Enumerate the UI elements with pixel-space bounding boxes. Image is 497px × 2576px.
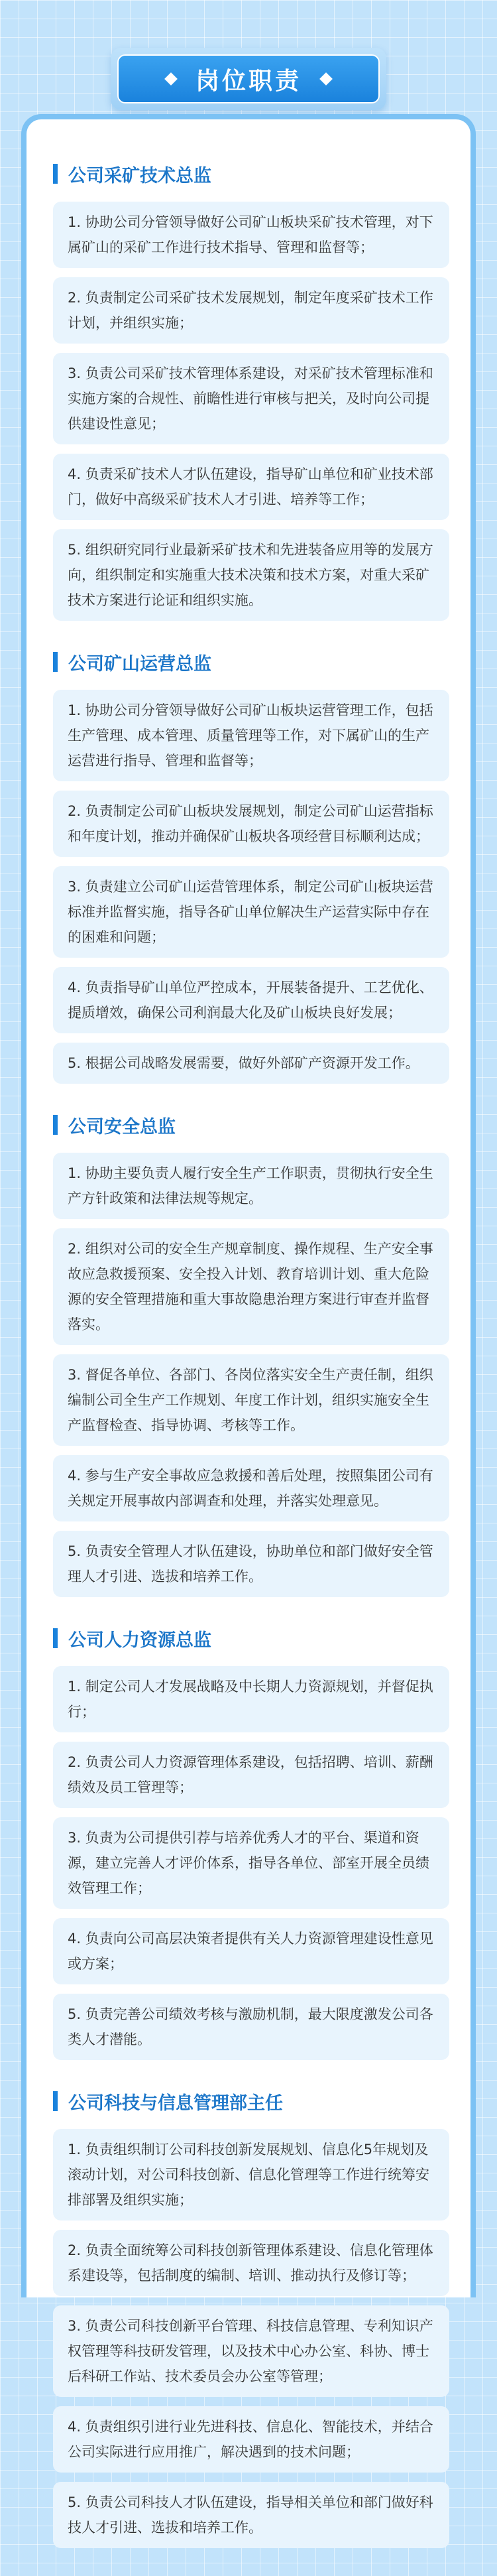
duty-item: 5. 根据公司战略发展需要，做好外部矿产资源开发工作。: [53, 1043, 449, 1084]
job-section: [53, 161, 449, 621]
duty-item: 5. 负责公司科技人才队伍建设，指导相关单位和部门做好科技人才引进、选拔和培养工作。: [53, 2482, 449, 2548]
duty-item: 3. 负责建立公司矿山运营管理体系，制定公司矿山板块运营标准并监督实施，指导各矿山单位解决生产运营实际中存在的困难和问题；: [53, 866, 449, 958]
duty-item: 5. 负责安全管理人才队伍建设，协助单位和部门做好安全管理人才引进、选拔和培养工作。: [53, 1531, 449, 1597]
section-bar-icon: [53, 652, 58, 672]
duty-item: 3. 负责公司采矿技术管理体系建设，对采矿技术管理标准和实施方案的合规性、前瞻性进行审核与把关，及时向公司提供建设性意见；: [53, 353, 449, 444]
duty-item: 4. 负责指导矿山单位严控成本，开展装备提升、工艺优化、提质增效，确保公司利润最大化及矿山板块良好发展；: [53, 967, 449, 1033]
section-header: [53, 2088, 449, 2114]
duty-item: 3. 负责为公司提供引荐与培养优秀人才的平台、渠道和资源，建立完善人才评价体系，指导各单位、部室开展全员绩效管理工作；: [53, 1817, 449, 1909]
duty-item: 4. 负责采矿技术人才队伍建设，指导矿山单位和矿业技术部门，做好中高级采矿技术人才引进、培养等工作；: [53, 454, 449, 520]
duty-item: 3. 负责公司科技创新平台管理、科技信息管理、专利知识产权管理等科技研发管理，以及技术中心办公室、科协、博士后科研工作站、技术委员会办公室等管理；: [53, 2305, 449, 2397]
duty-item: 1. 制定公司人才发展战略及中长期人力资源规划，并督促执行；: [53, 1666, 449, 1732]
job-section: [53, 2088, 449, 2548]
duty-item: 2. 负责公司人力资源管理体系建设，包括招聘、培训、薪酬绩效及员工管理等；: [53, 1742, 449, 1808]
section-header: [53, 1112, 449, 1138]
duty-item: 1. 负责组织制订公司科技创新发展规划、信息化5年规划及滚动计划，对公司科技创新、信息化管理等工作进行统筹安排部署及组织实施；: [53, 2129, 449, 2221]
section-bar-icon: [53, 164, 58, 184]
section-title: 公司安全总监: [68, 1116, 176, 1137]
duty-item: 2. 负责制定公司采矿技术发展规划，制定年度采矿技术工作计划，并组织实施；: [53, 277, 449, 344]
job-section: [53, 649, 449, 1084]
duty-item: 5. 组织研究同行业最新采矿技术和先进装备应用等的发展方向，组织制定和实施重大技术决策和技术方案，对重大采矿技术方案进行论证和组织实施。: [53, 529, 449, 621]
duty-item: 2. 负责全面统筹公司科技创新管理体系建设、信息化管理体系建设等，包括制度的编制、培训、推动执行及修订等；: [53, 2230, 449, 2296]
section-header: [53, 1625, 449, 1651]
section-title: 公司人力资源总监: [68, 1630, 211, 1651]
duty-item: 5. 负责完善公司绩效考核与激励机制，最大限度激发公司各类人才潜能。: [53, 1994, 449, 2060]
duty-item: 4. 负责组织引进行业先进科技、信息化、智能技术，并结合公司实际进行应用推广，解决遇到的技术问题；: [53, 2406, 449, 2473]
duty-item: 1. 协助公司分管领导做好公司矿山板块运营管理工作，包括生产管理、成本管理、质量管理等工作，对下属矿山的生产运营进行指导、管理和监督等；: [53, 690, 449, 781]
diamond-icon-right: [319, 72, 333, 86]
section-header: [53, 649, 449, 675]
job-section: [53, 1625, 449, 2060]
diamond-icon-left: [164, 72, 178, 86]
section-header: [53, 161, 449, 187]
section-bar-icon: [53, 1628, 58, 1648]
duty-item: 3. 督促各单位、各部门、各岗位落实安全生产责任制，组织编制公司全生产工作规划、年度工作计划，组织实施安全生产监督检查、指导协调、考核等工作。: [53, 1354, 449, 1446]
section-bar-icon: [53, 1115, 58, 1135]
sections-list: [53, 161, 449, 2576]
duty-item: 2. 负责制定公司矿山板块发展规划，制定公司矿山运营指标和年度计划，推动并确保矿山板块各项经营目标顺利达成；: [53, 791, 449, 857]
banner-plate: [117, 54, 380, 103]
duty-item: 1. 协助公司分管领导做好公司矿山板块采矿技术管理，对下属矿山的采矿工作进行技术指导、管理和监督等；: [53, 202, 449, 268]
section-title: 公司采矿技术总监: [68, 165, 211, 186]
section-bar-icon: [53, 2091, 58, 2111]
duty-item: 4. 负责向公司高层决策者提供有关人力资源管理建设性意见或方案；: [53, 1918, 449, 1984]
section-title: 公司矿山运营总监: [68, 653, 211, 675]
duty-item: 2. 组织对公司的安全生产规章制度、操作规程、生产安全事故应急救援预案、安全投入计划、教育培训计划、重大危险源的安全管理措施和重大事故隐患治理方案进行审查并监督落实。: [53, 1228, 449, 1345]
page-title: 岗位职责: [195, 67, 302, 95]
page-title-banner: [111, 48, 386, 110]
section-title: 公司科技与信息管理部主任: [68, 2093, 283, 2114]
duty-item: 4. 参与生产安全事故应急救援和善后处理，按照集团公司有关规定开展事故内部调查和处理，并落实处理意见。: [53, 1455, 449, 1521]
job-section: [53, 1112, 449, 1597]
duty-item: 1. 协助主要负责人履行安全生产工作职责，贯彻执行安全生产方针政策和法律法规等规定。: [53, 1153, 449, 1219]
content-card: [21, 114, 476, 2536]
